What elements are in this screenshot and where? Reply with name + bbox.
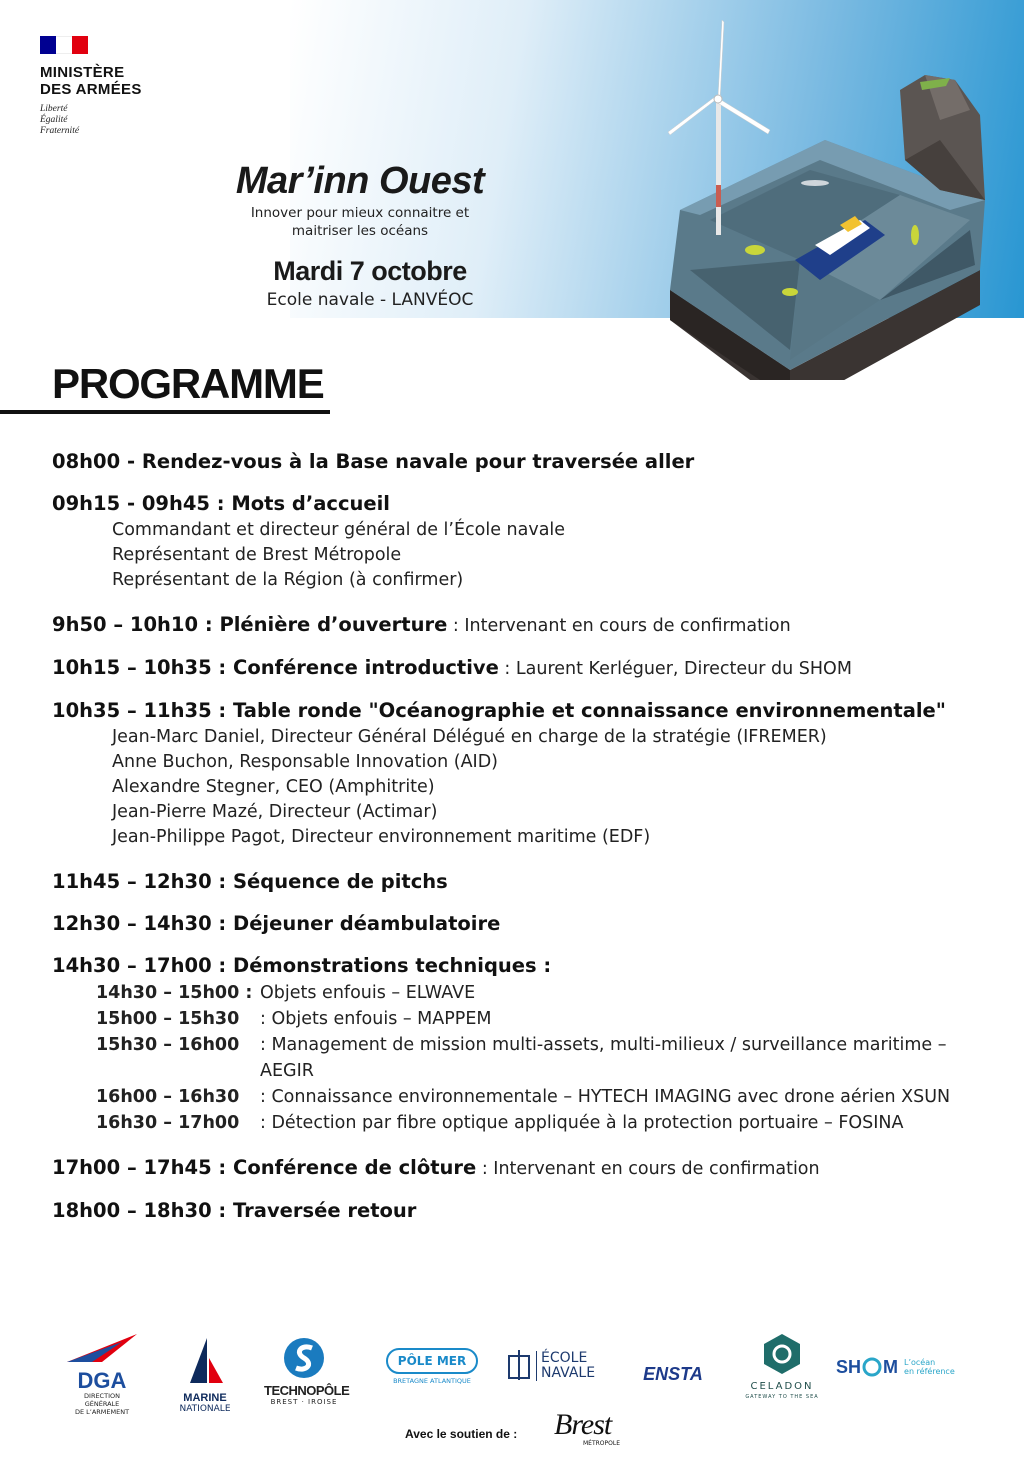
- dga-wing-icon: [62, 1332, 142, 1366]
- french-flag-icon: [40, 36, 88, 54]
- agenda-item: 11h45 – 12h30 : Séquence de pitchs: [52, 870, 448, 893]
- shom-logo: SH M L’océan en référence: [836, 1356, 955, 1377]
- ocean-illustration: [650, 20, 1000, 380]
- shom-o-icon: [861, 1356, 883, 1378]
- programme-underline: [0, 410, 330, 414]
- agenda-speaker: Jean-Philippe Pagot, Directeur environnement maritime (EDF): [112, 827, 651, 847]
- demo-row: 16h30 – 17h00 : Détection par fibre optique appliquée à la protection portuaire – FOSINA: [96, 1113, 904, 1133]
- ministry-motto: Liberté Égalité Fraternité: [40, 104, 80, 136]
- agenda-item: 9h50 – 10h10 : Plénière d’ouverture : Intervenant en cours de confirmation: [52, 613, 791, 636]
- support-label: Avec le soutien de :: [405, 1427, 518, 1441]
- demo-row: 15h00 – 15h30 : Objets enfouis – MAPPEM: [96, 1009, 492, 1029]
- technopole-circle-icon: [282, 1336, 326, 1380]
- brest-metropole-logo: Brest MÉTROPOLE: [554, 1408, 620, 1447]
- demo-row: 14h30 – 15h00 : Objets enfouis – ELWAVE: [96, 983, 476, 1003]
- agenda-item: 12h30 – 14h30 : Déjeuner déambulatoire: [52, 912, 501, 935]
- celadon-hexagon-icon: [760, 1332, 804, 1376]
- pole-mer-logo: PÔLE MER BRETAGNE ATLANTIQUE: [376, 1348, 488, 1386]
- programme-title: PROGRAMME: [52, 360, 324, 407]
- agenda-item: 10h15 – 10h35 : Conférence introductive : Laurent Kerléguer, Directeur du SHOM: [52, 656, 852, 679]
- agenda-item: 18h00 – 18h30 : Traversée retour: [52, 1199, 417, 1222]
- agenda-item: 14h30 – 17h00 : Démonstrations techniques : 14h30 – 15h00 : Objets enfouis – ELWAVE 15h00 – 15h30 : Objets enfouis – MAPPEM 15h30 – 16h00 : Management de mission multi-assets, multi-milieux / surveillance maritime – AEGIR 16h00 – 16h30 : Connaissance environnementale – HYTECH IMAGING avec drone aérien XSUN 16h30 – 17h00 : Détection par fibre optique appliquée à la protection portuaire – FOSINA: [52, 952, 1012, 1136]
- agenda-speaker: Jean-Marc Daniel, Directeur Général Délégué en charge de la stratégie (IFREMER): [112, 727, 827, 747]
- event-subtitle: Innover pour mieux connaitre et maitriser les océans: [250, 205, 470, 239]
- event-title: Mar’inn Ouest: [235, 160, 485, 202]
- ecole-navale-logo: ÉCOLE NAVALE: [506, 1350, 606, 1382]
- agenda-speaker: Commandant et directeur général de l’École navale: [112, 520, 566, 540]
- demo-row: 16h00 – 16h30 : Connaissance environnementale – HYTECH IMAGING avec drone aérien XSUN: [96, 1087, 951, 1107]
- agenda-note: : Intervenant en cours de confirmation: [476, 1159, 820, 1179]
- agenda: [52, 448, 1012, 1225]
- agenda-item: 08h00 - Rendez-vous à la Base navale pour traversée aller: [52, 450, 695, 473]
- ensta-logo: ENSTA: [643, 1364, 703, 1384]
- agenda-item: 09h15 - 09h45 : Mots d’accueil Commandant et directeur général de l’École navale Représentant de Brest Métropole Représentant de la Région (à confirmer): [52, 490, 1012, 593]
- ecole-navale-crest-icon: [506, 1350, 532, 1382]
- ministry-name-line2: DES ARMÉES: [40, 81, 142, 98]
- agenda-item: 17h00 – 17h45 : Conférence de clôture : Intervenant en cours de confirmation: [52, 1156, 820, 1179]
- dga-logo: DGA DIRECTION GÉNÉRALE DE L’ARMEMENT: [62, 1332, 142, 1416]
- agenda-speaker: Alexandre Stegner, CEO (Amphitrite): [112, 777, 435, 797]
- agenda-item: 10h35 – 11h35 : Table ronde "Océanographie et connaissance environnementale" Jean-Marc Daniel, Directeur Général Délégué en charge de la stratégie (IFREMER) Anne Buchon, Responsable Innovation (AID) Alexandre Stegner, CEO (Amphitrite) Jean-Pierre Mazé, Directeur (Actimar) Jean-Philippe Pagot, Directeur environnement maritime (EDF): [52, 697, 1012, 850]
- agenda-note: : Intervenant en cours de confirmation: [447, 616, 791, 636]
- ministry-name-line1: MINISTÈRE: [40, 64, 125, 81]
- agenda-note: : Laurent Kerléguer, Directeur du SHOM: [498, 659, 852, 679]
- celadon-logo: CELADON GATEWAY TO THE SEA: [738, 1332, 826, 1400]
- technopole-logo: TECHNOPÔLE BREST · IROISE: [264, 1336, 344, 1407]
- agenda-speaker: Jean-Pierre Mazé, Directeur (Actimar): [112, 802, 438, 822]
- event-date: Mardi 7 octobre: [273, 256, 467, 286]
- agenda-speaker: Représentant de Brest Métropole: [112, 545, 402, 565]
- partner-logos: [40, 1320, 990, 1420]
- agenda-speaker: Anne Buchon, Responsable Innovation (AID): [112, 752, 498, 772]
- ministry-logo: [40, 36, 142, 137]
- anchor-sail-icon: [185, 1338, 225, 1388]
- demo-row: 15h30 – 16h00 : Management de mission multi-assets, multi-milieux / surveillance maritime – AEGIR: [96, 1035, 947, 1081]
- event-venue: Ecole navale - LANVÉOC: [266, 290, 474, 310]
- marine-nationale-logo: MARINE NATIONALE: [170, 1338, 240, 1415]
- agenda-speaker: Représentant de la Région (à confirmer): [112, 570, 464, 590]
